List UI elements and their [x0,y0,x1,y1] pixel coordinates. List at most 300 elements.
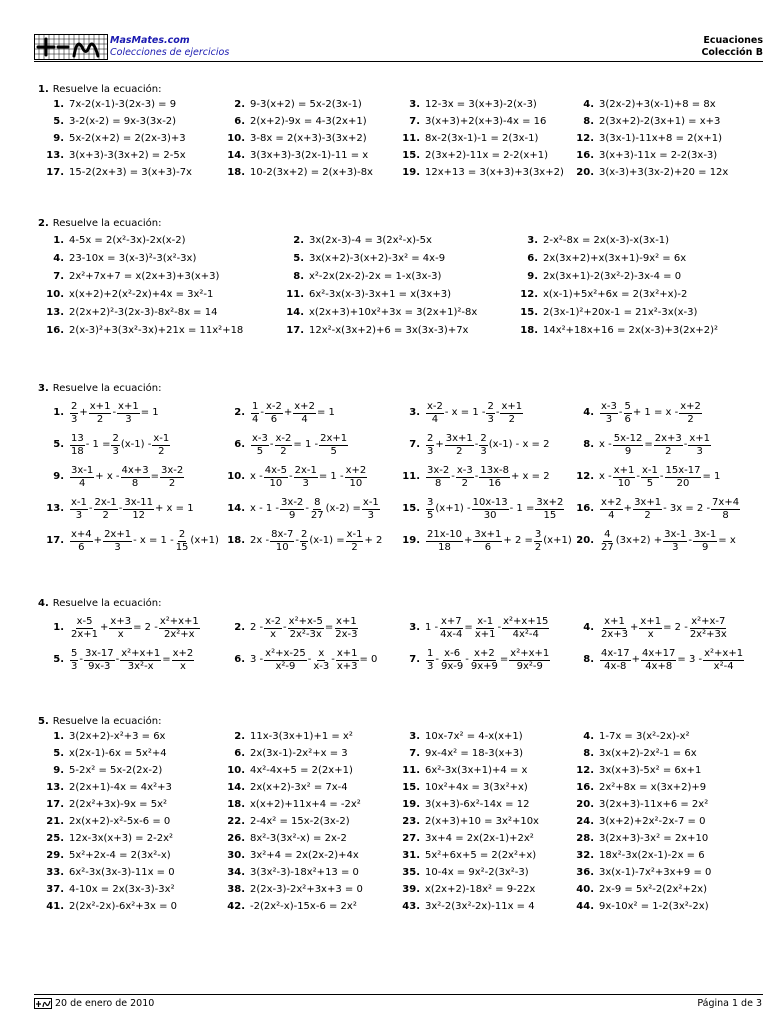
exercise-number: 13. [46,150,64,161]
exercise-item [568,132,722,146]
equation: x(2x+3)+10x²+3x = 3(2x+1)²-8x [309,307,478,318]
exercise-number: 35. [402,867,420,878]
exercise-number: 17. [286,325,304,336]
equation: 1-7x = 3(x²-2x)-x² [599,731,690,742]
exercise-number: 5. [53,654,64,665]
equation: x(2x-1)-6x = 5x²+4 [69,748,167,759]
exercise-number: 20. [576,799,594,810]
exercise-number: 37. [46,884,64,895]
section-number: 5. [38,716,49,727]
exercise-number: 8. [583,116,594,127]
section-instruction: Resuelve la ecuación: [52,716,162,727]
exercise-number: 2. [234,407,245,418]
equation: 2x²+8x = x(3x+2)+9 [599,782,707,793]
exercise-number: 15. [402,503,420,514]
exercise-number: 17. [46,167,64,178]
exercise-item [394,644,551,676]
exercise-number: 10. [46,289,64,300]
exercise-item [38,166,192,180]
exercise-item [568,730,690,744]
exercise-item [38,270,219,284]
exercise-number: 41. [46,901,64,912]
exercise-number: 14. [286,307,304,318]
exercise-item [568,166,728,180]
equation: 2(3x+2)-11x = 2-2(x+1) [425,150,548,161]
equation: 2 - x-2 x - x²+x-5 2x²-3x = x+1 2x-3 [250,615,358,640]
topic-title: Ecuaciones [703,35,763,46]
equation: x-3 5 - x-2 2 = 1 - 2x+1 5 [252,432,348,457]
exercise-number: 14. [227,503,245,514]
equation: 1 4 - x-2 6 + x+2 4 = 1 [252,400,335,425]
exercise-item [512,234,669,248]
exercise-item [394,115,546,129]
section-number: 1. [38,84,49,95]
exercise-number: 1. [53,99,64,110]
section-title [38,598,161,609]
equation: 3(x-3)+3(3x-2)+20 = 12x [599,167,729,178]
exercise-number: 16. [576,150,594,161]
exercise-number: 11. [402,133,420,144]
date-text: 20 de enero de 2010 [55,998,155,1009]
exercise-number: 19. [402,799,420,810]
equation: 2x²+7x+7 = x(2x+3)+3(x+3) [69,271,220,282]
exercise-number: 8. [583,439,594,450]
exercise-item [38,764,162,778]
exercise-number: 2. [234,99,245,110]
equation: 5 3 - 3x-17 9x-3 - x²+x+1 3x²-x = x+2 x [71,647,194,672]
exercise-item [568,781,706,795]
exercise-number: 7. [409,116,420,127]
exercise-item [38,747,167,761]
exercise-number: 3. [409,622,420,633]
header-divider [34,61,763,62]
exercise-item [512,324,718,338]
exercise-item [38,849,171,863]
exercise-number: 10. [227,133,245,144]
exercise-number: 4. [583,622,594,633]
exercise-item [568,900,709,914]
exercise-number: 6. [527,253,538,264]
exercise-item [568,747,697,761]
exercise-number: 14. [227,782,245,793]
exercise-item [394,166,564,180]
exercise-number: 24. [576,816,594,827]
exercise-item [38,612,201,644]
equation: x - 4x-5 10 - 2x-1 3 = 1 - x+2 10 [250,464,367,489]
exercise-item [512,270,681,284]
exercise-item [38,288,213,302]
equation: 3x-1 4 + x - 4x+3 8 = 3x-2 2 [71,464,184,489]
exercise-item [394,525,572,557]
exercise-item [38,493,194,525]
exercise-item [568,815,705,829]
exercise-number: 9. [53,471,64,482]
equation: x - 1 - 3x-2 9 - 8 27 (x-2) = x-1 3 [250,496,379,521]
equation: 2(x-3)²+3(3x²-3x)+21x = 11x²+18 [69,325,244,336]
exercise-item [38,98,176,112]
section-number: 4. [38,598,49,609]
equation: 3x(2x-3)-4 = 3(2x²-x)-5x [309,235,432,246]
equation: 6x²-3x(x-3)-3x+1 = x(3x+3) [309,289,451,300]
equation: 10x²+4x = 3(3x²+x) [425,782,528,793]
exercise-number: 18. [227,535,245,546]
exercise-number: 13. [46,782,64,793]
exercise-item [278,288,451,302]
equation: 3 5 (x+1) - 10x-13 30 - 1 = 3x+2 15 [427,496,564,521]
equation: 3x²-2(3x²-2x)-11x = 4 [425,901,535,912]
exercise-number: 4. [53,253,64,264]
exercise-number: 16. [576,782,594,793]
exercise-item [278,270,441,284]
equation: 4 27 (3x+2) + 3x-1 3 - 3x-1 9 = x [601,528,736,553]
equation: 5x-2(x+2) = 2(2x-3)+3 [69,133,186,144]
exercise-item [568,493,741,525]
exercise-item [394,429,549,461]
equation: 3(2x+2)-x²+3 = 6x [69,731,166,742]
equation: 4-5x = 2(x²-3x)-2x(x-2) [69,235,186,246]
equation: 2x-9 = 5x²-2(2x²+2x) [599,884,707,895]
equation: x+4 6 + 2x+1 3 - x = 1 - 2 15 (x+1) [71,528,219,553]
equation: 3(3x-1)-11x+8 = 2(x+1) [599,133,722,144]
equation: 9x-10x² = 1-2(3x²-2x) [599,901,709,912]
exercise-item [219,493,381,525]
exercise-item [38,306,217,320]
equation: 2x(3x+1)-2(3x²-2)-3x-4 = 0 [543,271,682,282]
exercise-item [568,115,720,129]
equation: 8x²-3(3x²-x) = 2x-2 [250,833,347,844]
equation: 10-2(3x+2) = 2(x+3)-8x [250,167,373,178]
exercise-item [219,866,359,880]
exercise-number: 12. [520,289,538,300]
equation: 2x(3x-1)-2x²+x = 3 [250,748,348,759]
equation: 14x²+18x+16 = 2x(x-3)+3(2x+2)² [543,325,719,336]
equation: 3(3x²-3)-18x²+13 = 0 [250,867,359,878]
exercise-item [568,883,707,897]
exercise-item [219,781,348,795]
equation: 3x(x+2)-3(x+2)-3x² = 4x-9 [309,253,446,264]
exercise-number: 11. [402,471,420,482]
exercise-number: 9. [527,271,538,282]
exercise-number: 27. [402,833,420,844]
exercise-number: 6. [234,439,245,450]
equation: x - x+1 10 - x-1 5 - 15x-17 20 = 1 [599,464,721,489]
page-number: Página 1 de 3 [697,998,762,1009]
equation: 3(x+2)+2x²-2x-7 = 0 [599,816,706,827]
equation: 12x²-x(3x+2)+6 = 3x(3x-3)+7x [309,325,469,336]
exercise-item [394,98,537,112]
equation: 11x-3(3x+1)+1 = x² [250,731,353,742]
exercise-item [394,397,524,429]
exercise-number: 7. [409,439,420,450]
exercise-number: 1. [53,731,64,742]
exercise-number: 2. [234,731,245,742]
equation: 2 3 + 3x+1 2 - 2 3 (x-1) - x = 2 [427,432,550,457]
exercise-number: 17. [46,535,64,546]
exercise-item [219,849,359,863]
exercise-item [38,866,175,880]
equation: 18x²-3x(2x-1)-2x = 6 [599,850,705,861]
exercise-item [394,798,529,812]
exercise-number: 7. [53,271,64,282]
footer-date [34,998,154,1009]
exercise-number: 11. [286,289,304,300]
exercise-item [568,832,708,846]
exercise-item [219,98,362,112]
equation: 3(2x+3)-3x² = 2x+10 [599,833,709,844]
exercise-item [394,781,528,795]
collection-subtitle: Colecciones de ejercicios [110,47,230,58]
exercise-number: 19. [402,167,420,178]
equation: x-5 2x+1 + x+3 x = 2 - x²+x+1 2x²+x [71,615,199,640]
exercise-item [219,747,348,761]
equation: 2(2x²+3x)-9x = 5x² [69,799,168,810]
exercise-number: 13. [46,307,64,318]
equation: 9-3(x+2) = 5x-2(3x-1) [250,99,362,110]
exercise-item [38,115,176,129]
exercise-number: 15. [402,782,420,793]
exercise-number: 36. [576,867,594,878]
exercise-number: 4. [583,731,594,742]
equation: 2x - 8x-7 10 - 2 5 (x-1) = x-1 2 + 2 [250,528,383,553]
exercise-item [38,900,177,914]
equation: 3(x+3)+2(x+3)-4x = 16 [425,116,547,127]
exercise-number: 22. [227,816,245,827]
page-header [34,32,763,62]
exercise-number: 5. [53,748,64,759]
exercise-item [219,832,347,846]
exercise-number: 12. [576,133,594,144]
section-title [38,84,161,95]
exercise-item [512,252,686,266]
section-instruction: Resuelve la ecuación: [52,383,162,394]
section-title [38,716,161,727]
exercise-item [219,429,349,461]
equation: 2(2x+2)²-3(2x-3)-8x²-8x = 14 [69,307,218,318]
exercise-item [394,764,527,778]
exercise-item [38,132,186,146]
equation: 7x-2(x-1)-3(2x-3) = 9 [69,99,177,110]
exercise-number: 8. [583,748,594,759]
equation: 10-4x = 9x²-2(3x²-3) [425,867,529,878]
exercise-item [38,781,172,795]
exercise-number: 10. [227,471,245,482]
equation: x - 5x-12 9 = 2x+3 2 - x+1 3 [599,432,711,457]
exercise-item [568,525,736,557]
equation: 2 3 + x+1 2 - x+1 3 = 1 [71,400,159,425]
exercise-item [38,644,195,676]
exercise-item [394,461,550,493]
equation: 3(x+3)-6x²-14x = 12 [425,799,530,810]
exercise-item [219,815,350,829]
exercise-number: 11. [402,765,420,776]
exercise-item [394,612,550,644]
equation: 6x²-3x(3x-3)-11x = 0 [69,867,175,878]
section-instruction: Resuelve la ecuación: [52,218,162,229]
exercise-item [38,525,219,557]
exercise-item [219,525,382,557]
exercise-number: 9. [53,765,64,776]
exercise-item [568,429,712,461]
exercise-number: 18. [227,167,245,178]
equation: 23-10x = 3(x-3)²-3(x²-3x) [69,253,197,264]
equation: 6x²-3x(3x+1)+4 = x [425,765,528,776]
exercise-item [219,730,353,744]
exercise-item [394,866,529,880]
exercise-item [38,730,165,744]
equation: 2(x+2)-9x = 4-3(2x+1) [250,116,367,127]
exercise-number: 28. [576,833,594,844]
equation: 2(3x+2)-2(3x+1) = x+3 [599,116,721,127]
exercise-item [568,798,708,812]
exercise-item [38,815,170,829]
exercise-number: 17. [46,799,64,810]
section-instruction: Resuelve la ecuación: [52,598,162,609]
exercise-number: 8. [293,271,304,282]
equation: 3x+4 = 2x(2x-1)+2x² [425,833,534,844]
exercise-item [38,798,167,812]
exercise-item [394,883,535,897]
equation: x²-2x(2x-2)-2x = 1-x(3x-3) [309,271,442,282]
exercise-item [568,644,745,676]
exercise-item [219,115,367,129]
section-number: 3. [38,383,49,394]
equation: 2-4x² = 15x-2(3x-2) [250,816,350,827]
equation: 3(x+3)-11x = 2-2(3x-3) [599,150,718,161]
equation: 9x-4x² = 18-3(x+3) [425,748,524,759]
equation: 4x-17 4x-8 + 4x+17 4x+8 = 3 - x²+x+1 x²-4 [601,647,744,672]
exercise-number: 3. [527,235,538,246]
equation: x(x+2)+2(x²-2x)+4x = 3x²-1 [69,289,214,300]
exercise-item [219,900,357,914]
exercise-item [568,397,703,429]
exercise-number: 32. [576,850,594,861]
equation: 13 18 - 1 = 2 3 (x-1) - x-1 2 [71,432,170,457]
exercise-number: 20. [576,535,594,546]
masmates-logo-icon [34,34,108,60]
exercise-item [278,324,468,338]
exercise-item [394,747,523,761]
exercise-item [394,149,548,163]
equation: 1 - x+7 4x-4 = x-1 x+1 - x²+x+15 4x²-4 [425,615,549,640]
exercise-item [568,461,720,493]
exercise-number: 2. [234,622,245,633]
equation: 12x+13 = 3(x+3)+3(3x+2) [425,167,564,178]
exercise-item [394,832,534,846]
equation: 3(2x-2)+3(x-1)+8 = 8x [599,99,716,110]
exercise-number: 1. [53,622,64,633]
collection-label: Colección B [701,47,763,58]
equation: 5x²+2x-4 = 2(3x²-x) [69,850,171,861]
equation: 15-2(2x+3) = 3(x+3)-7x [69,167,192,178]
exercise-number: 7. [409,748,420,759]
exercise-item [38,149,186,163]
section-number: 2. [38,218,49,229]
equation: 5x²+6x+5 = 2(2x²+x) [425,850,537,861]
exercise-number: 13. [46,503,64,514]
exercise-number: 30. [227,850,245,861]
equation: 21x-10 18 + 3x+1 6 + 2 = 3 2 (x+1) [427,528,572,553]
equation: 2(2x+1)-4x = 4x²+3 [69,782,172,793]
exercise-item [219,644,377,676]
exercise-number: 16. [576,503,594,514]
exercise-number: 10. [227,765,245,776]
exercise-item [512,306,697,320]
equation: 2(2x²-2x)-6x²+3x = 0 [69,901,177,912]
site-name[interactable]: MasMates.com [110,35,190,46]
equation: -2(2x²-x)-15x-6 = 2x² [250,901,357,912]
exercise-number: 39. [402,884,420,895]
exercise-item [38,832,173,846]
equation: 5-2x² = 5x-2(2x-2) [69,765,163,776]
exercise-item [219,764,353,778]
header-right [701,35,763,59]
exercise-number: 4. [583,99,594,110]
exercise-number: 18. [520,325,538,336]
equation: 2x(x+2)-x²-5x-6 = 0 [69,816,171,827]
equation: 3x(x-1)-7x²+3x+9 = 0 [599,867,712,878]
exercise-item [278,306,477,320]
exercise-item [38,883,175,897]
exercise-item [38,429,171,461]
equation: 1 3 - x-6 9x-9 - x+2 9x+9 = x²+x+1 9x²-9 [427,647,550,672]
exercise-number: 15. [402,150,420,161]
equation: x+2 4 + 3x+1 2 - 3x = 2 - 7x+4 8 [601,496,740,521]
equation: 2(3x-1)²+20x-1 = 21x²-3x(x-3) [543,307,698,318]
masmates-mini-logo-icon [34,998,52,1009]
exercise-number: 14. [227,150,245,161]
equation: 12-3x = 3(x+3)-2(x-3) [425,99,537,110]
exercise-number: 5. [53,439,64,450]
exercise-item [38,252,196,266]
exercise-item [568,612,729,644]
exercise-number: 2. [293,235,304,246]
exercise-item [512,288,687,302]
exercise-number: 33. [46,867,64,878]
exercise-number: 7. [409,654,420,665]
equation: 3-8x = 2(x+3)-3(3x+2) [250,133,367,144]
exercise-number: 19. [402,535,420,546]
equation: 4x²-4x+5 = 2(2x+1) [250,765,353,776]
equation: 3(2x+3)-11x+6 = 2x² [599,799,709,810]
exercise-number: 12. [576,765,594,776]
equation: 3x(x+2)-2x²-1 = 6x [599,748,697,759]
exercise-item [38,324,243,338]
equation: 8x-2(3x-1)-1 = 2(3x-1) [425,133,539,144]
equation: 3x-2 8 - x-3 2 - 13x-8 16 + x = 2 [427,464,550,489]
exercise-number: 15. [520,307,538,318]
exercise-item [38,397,159,429]
exercise-number: 31. [402,850,420,861]
exercise-item [568,98,716,112]
exercise-number: 44. [576,901,594,912]
exercise-item [219,461,368,493]
brand [110,35,229,59]
exercise-number: 3. [409,731,420,742]
exercise-number: 21. [46,816,64,827]
exercise-number: 40. [576,884,594,895]
exercise-item [219,397,335,429]
exercise-number: 5. [293,253,304,264]
exercise-number: 18. [227,799,245,810]
equation: 3(3x+3)-3(2x-1)-11 = x [250,150,369,161]
exercise-number: 23. [402,816,420,827]
exercise-number: 20. [576,167,594,178]
equation: x-1 3 - 2x-1 2 - 3x-11 12 + x = 1 [71,496,194,521]
equation: 3(x+3)-3(3x+2) = 2-5x [69,150,186,161]
exercise-number: 6. [234,116,245,127]
exercise-number: 43. [402,901,420,912]
exercise-item [219,149,368,163]
